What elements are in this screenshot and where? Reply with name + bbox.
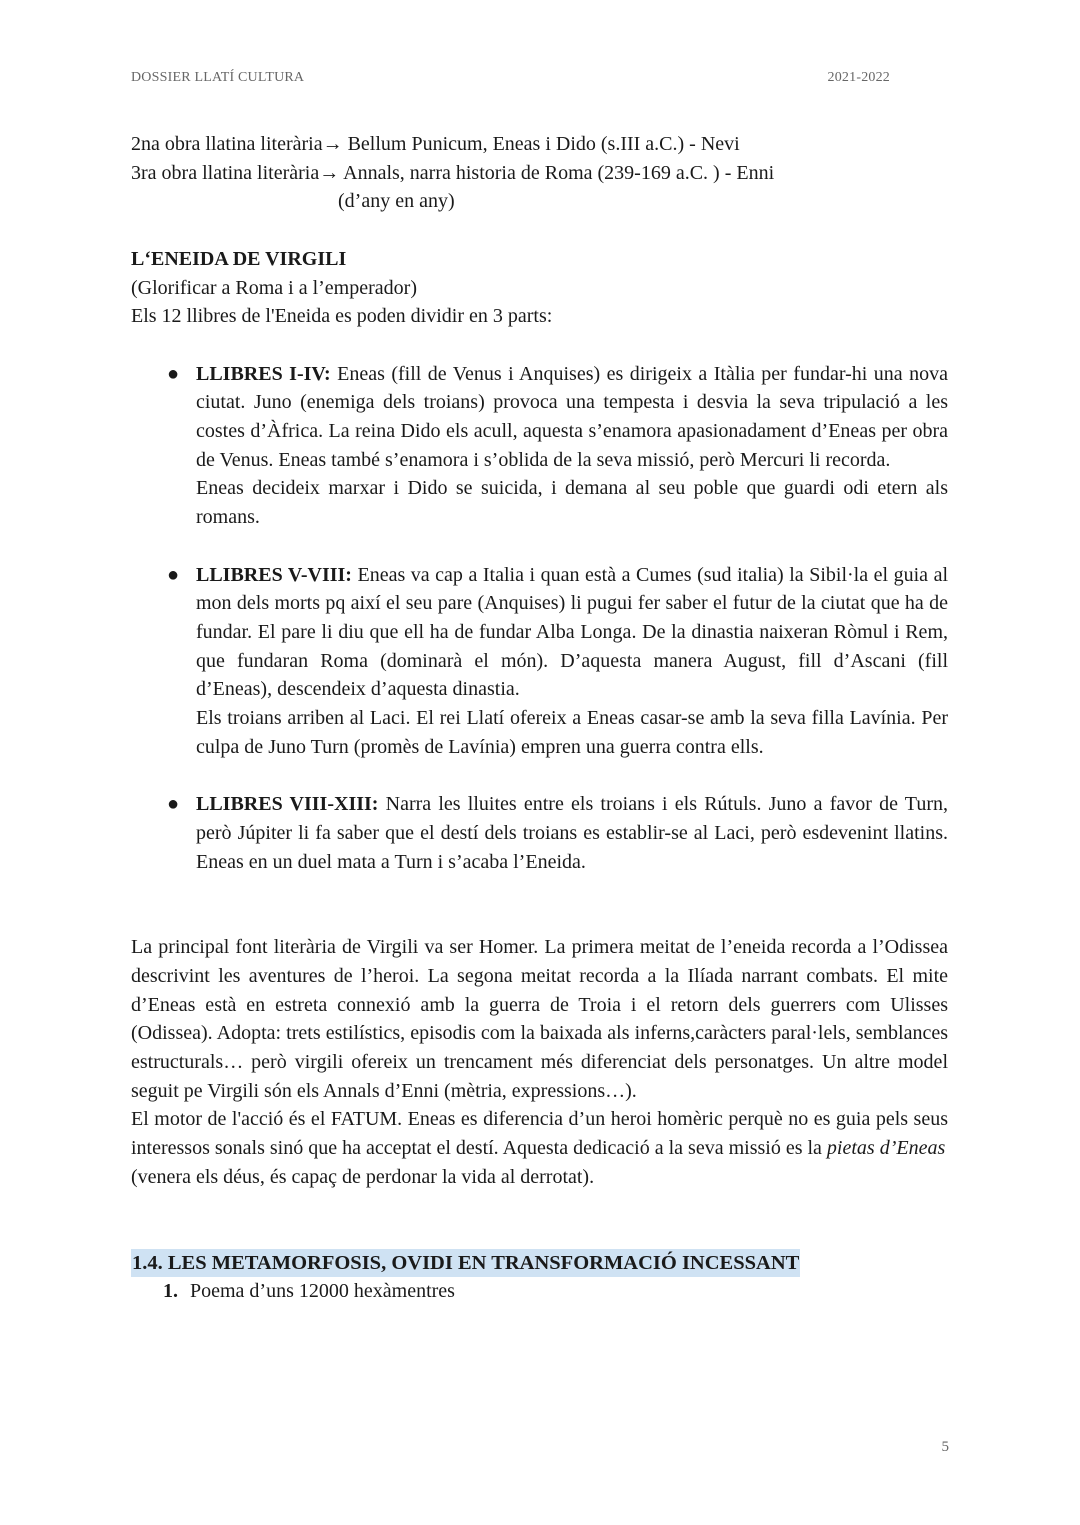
book-label: LLIBRES VIII-XIII:: [196, 793, 379, 816]
book-text: Eneas (fill de Venus i Anquises) es dirigeix a Itàlia per fundar-hi una nova ciutat. Juno (enemiga dels troians) provoca una tempesta i desvia la seva tripulació a les costes d’Àfrica. La reina Dido els acull, aquesta s’enamora apasionadament d’Eneas per obra de Venus. Eneas també s’enamora i s’oblida de la seva missió, però Mercuri li recorda.: [196, 362, 948, 471]
intro-line: 3ra obra llatina literària→ Annals, narra historia de Roma (239-169 a.C. ) - Enni: [131, 161, 775, 184]
bullet-icon: ●: [167, 793, 180, 816]
intro-line: (d’any en any): [338, 190, 455, 213]
page-number: 5: [941, 1439, 949, 1455]
books-list: [131, 360, 948, 877]
book-label: LLIBRES V-VIII:: [196, 563, 352, 586]
page-header: [131, 70, 890, 86]
item-text: Poema d’uns 12000 hexàmentres: [190, 1280, 455, 1303]
eneida-title: L‘ENEIDA DE VIRGILI: [131, 247, 347, 270]
bullet-icon: ●: [167, 362, 180, 385]
list-item: [131, 360, 948, 532]
intro-line: 2na obra llatina literària→ Bellum Punicum, Eneas i Dido (s.III a.C.) - Nevi: [131, 133, 740, 155]
bullet-icon: ●: [167, 563, 180, 586]
list-item: [131, 561, 948, 762]
page-content: [131, 130, 948, 1306]
book-extra: Els troians arriben al Laci. El rei Llatí ofereix a Eneas casar-se amb la seva filla Lavínia. Per culpa de Juno Turn (promès de Lavínia) empren una guerra contra ells.: [196, 707, 948, 758]
pietas-term: pietas d’Eneas: [826, 1137, 946, 1160]
paragraph-pietas-note: (venera els déus, és capaç de perdonar la vida al derrotat).: [131, 1165, 595, 1188]
section-heading: 1.4. LES METAMORFOSIS, OVIDI EN TRANSFORMACIÓ INCESSANT: [131, 1249, 800, 1278]
fatum-text: El motor de l'acció és el FATUM. Eneas es diferencia d’un heroi homèric perquè no es guia pels seus interessos sonals sinó que ha acceptat el destí. Aquesta dedicació a la seva missió es la: [131, 1108, 948, 1160]
eneida-subtitle: (Glorificar a Roma i a l’emperador): [131, 276, 417, 299]
header-year: 2021-2022: [827, 70, 890, 85]
paragraph-fatum: [131, 1105, 948, 1162]
paragraph-sources: La principal font literària de Virgili va ser Homer. La primera meitat de l’eneida recorda a l’Odissea descrivint les aventures de l’heroi. La segona meitat recorda a la Ilíada narrant combats. El mite d’Eneas està en estreta connexió amb la guerra de Troia i el retorn dels guerrers com Ulisses (Odissea). Adopta: trets estilístics, episodis com la baixada als inferns,caràcters paral·lels, semblances estructurals… però virgili ofereix un trencament més diferenciat dels personatges. Un altre model seguit pe Virgili són els Annals d’Enni (mètria, expressions…).: [131, 936, 948, 1102]
eneida-intro: Els 12 llibres de l'Eneida es poden dividir en 3 parts:: [131, 305, 553, 328]
list-item: [131, 790, 948, 876]
header-title: DOSSIER LLATÍ CULTURA: [131, 70, 305, 85]
item-number: 1.: [163, 1280, 178, 1303]
list-item: [131, 1277, 948, 1306]
book-label: LLIBRES I-IV:: [196, 362, 331, 385]
book-extra: Eneas decideix marxar i Dido se suicida, i demana al seu poble que guardi odi etern als romans.: [196, 477, 948, 529]
book-text: Eneas va cap a Italia i quan està a Cumes (sud italia) la Sibil·la el guia al mon dels morts pq així el seu pare (Anquises) li pugui fer saber el futur de la ciutat que ha de fundar. El pare li diu que ell ha de fundar Alba Longa. De la dinastia naixeran Ròmul i Rem, que fundaran Roma (dominarà el món). D’aquesta manera August, fill d’Ascani (fill d’Eneas), descendeix d’aquesta dinastia.: [196, 563, 948, 701]
book-text: Narra les lluites entre els troians i els Rútuls. Juno a favor de Turn, però Júpiter li fa saber que el destí dels troians es establir-se al Laci, però esdevenint llatins. Eneas en un duel mata a Turn i s’acaba l’Eneida.: [196, 793, 948, 873]
